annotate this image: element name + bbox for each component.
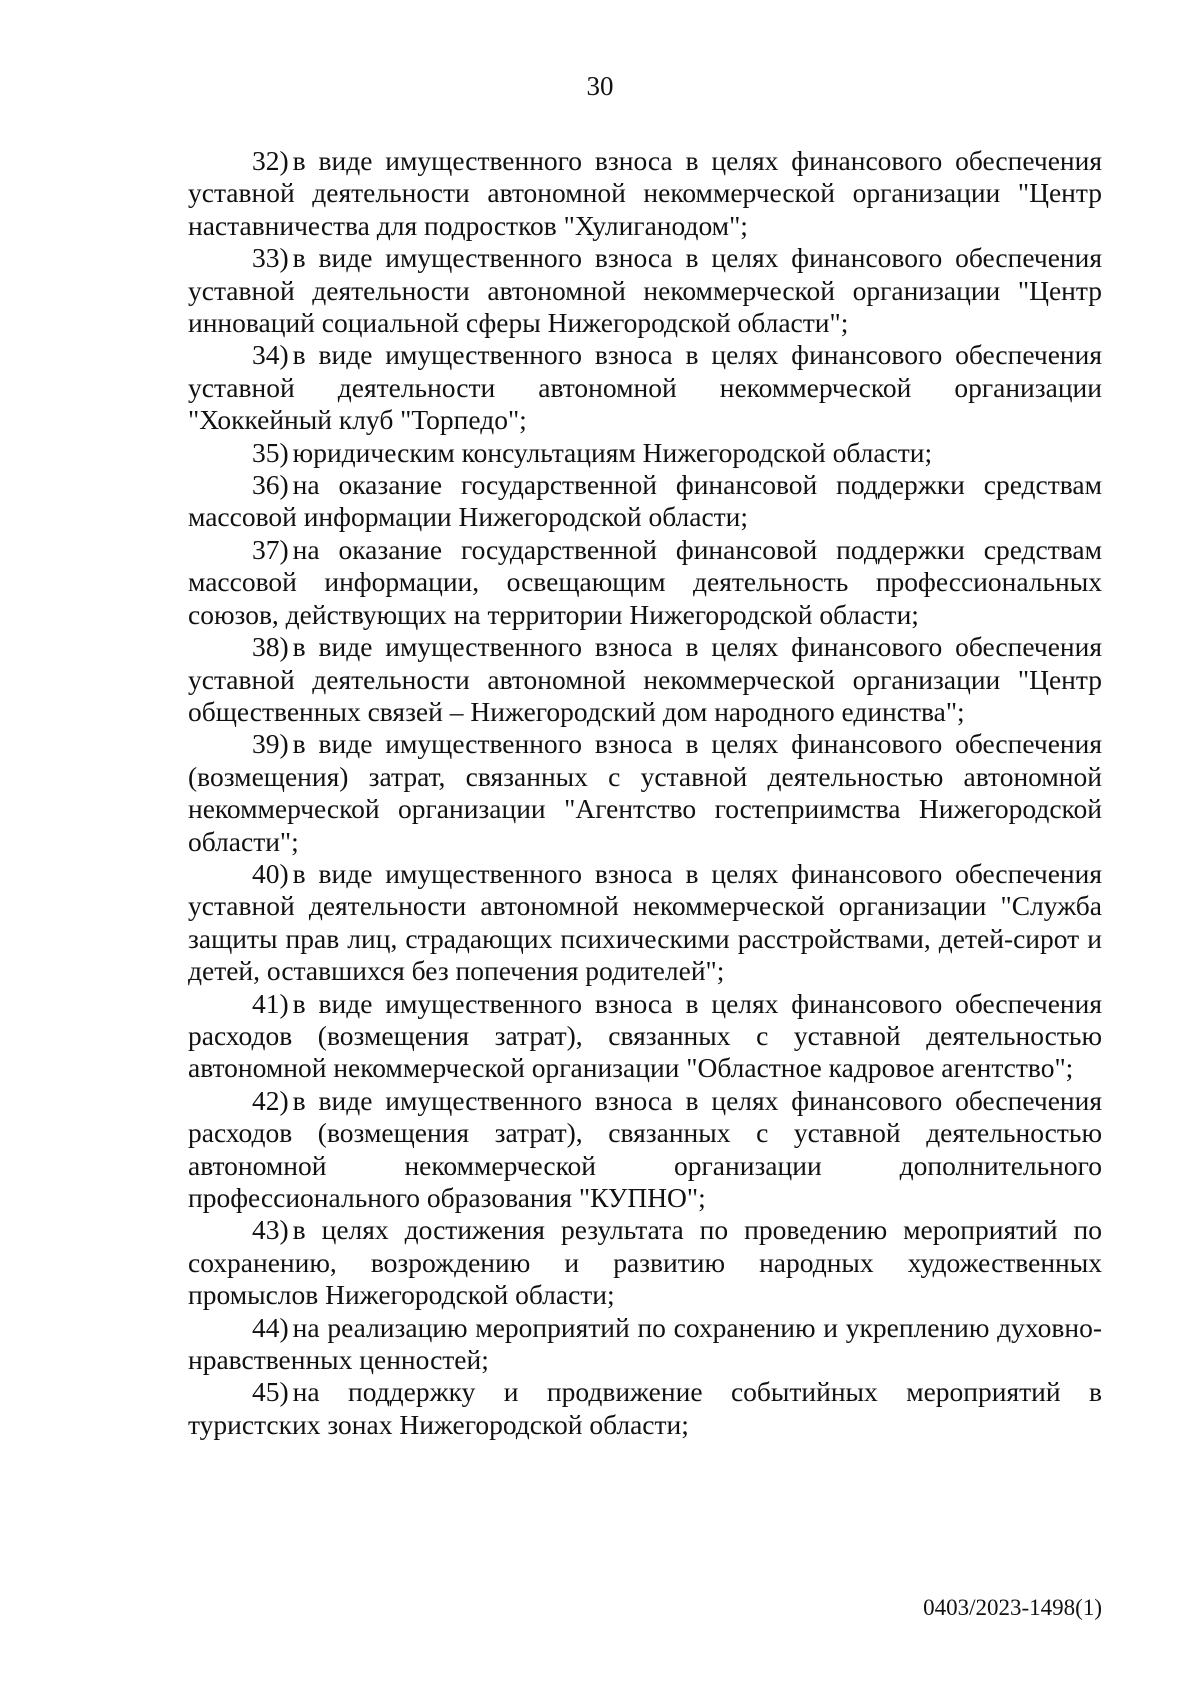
list-item-32 (188, 145, 1102, 242)
list-item-36 (188, 469, 1102, 534)
list-item-45 (188, 1376, 1102, 1441)
item-number: 45) (252, 1376, 289, 1408)
list-item-43 (188, 1214, 1102, 1311)
list-item-37 (188, 534, 1102, 631)
item-number: 34) (252, 339, 289, 371)
item-number: 40) (252, 857, 289, 889)
item-number: 44) (252, 1311, 289, 1343)
item-number: 35) (252, 436, 289, 468)
list-item-42 (188, 1085, 1102, 1215)
list-item-44 (188, 1312, 1102, 1377)
item-text: в виде имущественного взноса в целях финансового обеспечения уставной деятельности автономной некоммерческой организации "Центр общественных связей – Нижегородский дом народного единства"; (188, 631, 1102, 727)
document-registration-code: 0403/2023-1498(1) (923, 1595, 1102, 1620)
item-text: в виде имущественного взноса в целях финансового обеспечения уставной деятельности автономной некоммерческой организации "Центр инноваций социальной сферы Нижегородской области"; (188, 242, 1102, 339)
list-item-34 (188, 339, 1102, 436)
item-text: в виде имущественного взноса в целях финансового обеспечения (возмещения) затрат, связанных с уставной деятельностью автономной некоммерческой организации "Агентство гостеприимства Нижегородской области"; (188, 728, 1102, 857)
page-number: 30 (586, 71, 614, 101)
item-text: на реализацию мероприятий по сохранению и укреплению духовно-нравственных ценностей; (188, 1311, 1102, 1376)
item-text: на оказание государственной финансовой поддержки средствам массовой информации Нижегородской области; (188, 469, 1102, 533)
item-text: в виде имущественного взноса в целях финансового обеспечения расходов (возмещения затрат), связанных с уставной деятельностью автономной некоммерческой организации дополнительного профессионального образования "КУПНО"; (188, 1084, 1102, 1213)
item-text: в виде имущественного взноса в целях финансового обеспечения уставной деятельности автономной некоммерческой организации "Хоккейный клуб "Торпедо"; (188, 339, 1102, 436)
item-text: в виде имущественного взноса в целях финансового обеспечения расходов (возмещения затрат), связанных с уставной деятельностью автономной некоммерческой организации "Областное кадровое агентство"; (188, 987, 1102, 1084)
item-number: 41) (252, 987, 289, 1019)
item-text: в целях достижения результата по проведению мероприятий по сохранению, возрождению и развитию народных художественных промыслов Нижегородской области; (188, 1214, 1102, 1311)
list-item-35 (188, 437, 1102, 469)
item-number: 43) (252, 1214, 289, 1246)
item-text: в виде имущественного взноса в целях финансового обеспечения уставной деятельности автономной некоммерческой организации "Центр наставничества для подростков "Хулиганодом"; (188, 145, 1102, 241)
list-item-41 (188, 988, 1102, 1085)
item-number: 39) (252, 728, 289, 760)
item-text: юридическим консультациям Нижегородской области; (292, 436, 933, 468)
item-number: 37) (252, 533, 289, 565)
list-item-33 (188, 242, 1102, 339)
list-item-40 (188, 858, 1102, 988)
list-item-38 (188, 631, 1102, 728)
item-number: 36) (252, 469, 289, 501)
item-number: 32) (252, 145, 289, 176)
item-number: 33) (252, 242, 289, 274)
item-text: на оказание государственной финансовой поддержки средствам массовой информации, освещающим деятельность профессиональных союзов, действующих на территории Нижегородской области; (188, 533, 1102, 630)
item-text: на поддержку и продвижение событийных мероприятий в туристских зонах Нижегородской области; (188, 1376, 1102, 1440)
item-text: в виде имущественного взноса в целях финансового обеспечения уставной деятельности автономной некоммерческой организации "Служба защиты прав лиц, страдающих психическими расстройствами, детей-сирот и детей, оставшихся без попечения родителей"; (188, 857, 1102, 987)
item-number: 42) (252, 1084, 289, 1116)
list-item-39 (188, 728, 1102, 858)
item-number: 38) (252, 631, 289, 663)
enumerated-list (188, 145, 1102, 1441)
